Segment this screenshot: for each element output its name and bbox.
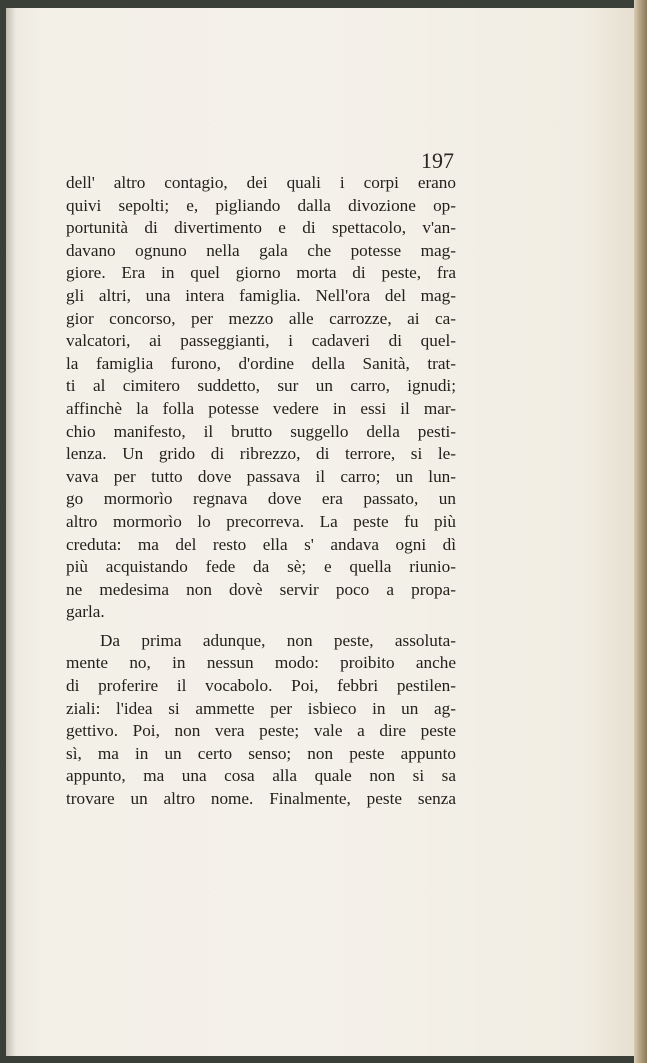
text-line: garla. bbox=[66, 602, 105, 622]
text-line: ti al cimitero suddetto, sur un carro, ignudi; bbox=[66, 376, 456, 396]
text-line: giore. Era in quel giorno morta di peste, fra bbox=[66, 263, 456, 283]
text-line: portunità di divertimento e di spettacolo, v'an- bbox=[66, 218, 456, 238]
text-line: la famiglia furono, d'ordine della Sanità, trat- bbox=[66, 353, 456, 373]
text-line: ziali: l'idea si ammette per isbieco in un ag- bbox=[66, 698, 456, 718]
text-line: più acquistando fede da sè; e quella riunio- bbox=[66, 557, 456, 577]
text-line: davano ognuno nella gala che potesse mag- bbox=[66, 240, 456, 260]
body-text bbox=[66, 172, 456, 811]
text-line: altro mormorìo lo precorreva. La peste fu più bbox=[66, 511, 456, 531]
page-edges bbox=[634, 0, 647, 1063]
text-line: di proferire il vocabolo. Poi, febbri pestilen- bbox=[66, 676, 456, 696]
text-line: trovare un altro nome. Finalmente, peste senza bbox=[66, 789, 456, 809]
text-line: ne medesima non dovè servir poco a propa- bbox=[66, 579, 456, 599]
text-line: go mormorìo regnava dove era passato, un bbox=[66, 489, 456, 509]
text-line: mente no, in nessun modo: proibito anche bbox=[66, 653, 456, 673]
text-line: vava per tutto dove passava il carro; un lun- bbox=[66, 466, 456, 486]
text-line: valcatori, ai passeggianti, i cadaveri di quel- bbox=[66, 331, 456, 351]
paragraph bbox=[66, 630, 456, 811]
text-line: gli altri, una intera famiglia. Nell'ora del mag- bbox=[66, 285, 456, 305]
page-number: 197 bbox=[421, 148, 454, 173]
text-line: gettivo. Poi, non vera peste; vale a dire peste bbox=[66, 721, 456, 741]
text-line: quivi sepolti; e, pigliando dalla divozione op- bbox=[66, 195, 456, 215]
paragraph bbox=[66, 172, 456, 624]
text-line: creduta: ma del resto ella s' andava ogni dì bbox=[66, 534, 456, 554]
text-line: Da prima adunque, non peste, assoluta- bbox=[100, 630, 456, 650]
text-line: dell' altro contagio, dei quali i corpi erano bbox=[66, 173, 456, 192]
text-line: gior concorso, per mezzo alle carrozze, ai ca- bbox=[66, 308, 456, 328]
text-line: chio manifesto, il brutto suggello della pesti- bbox=[66, 421, 456, 441]
text-line: sì, ma in un certo senso; non peste appunto bbox=[66, 743, 456, 763]
gutter-shadow bbox=[6, 8, 16, 1056]
text-line: lenza. Un grido di ribrezzo, di terrore, si le- bbox=[66, 444, 456, 464]
text-line: affinchè la folla potesse vedere in essi il mar- bbox=[66, 398, 456, 418]
text-line: appunto, ma una cosa alla quale non si sa bbox=[66, 766, 456, 786]
